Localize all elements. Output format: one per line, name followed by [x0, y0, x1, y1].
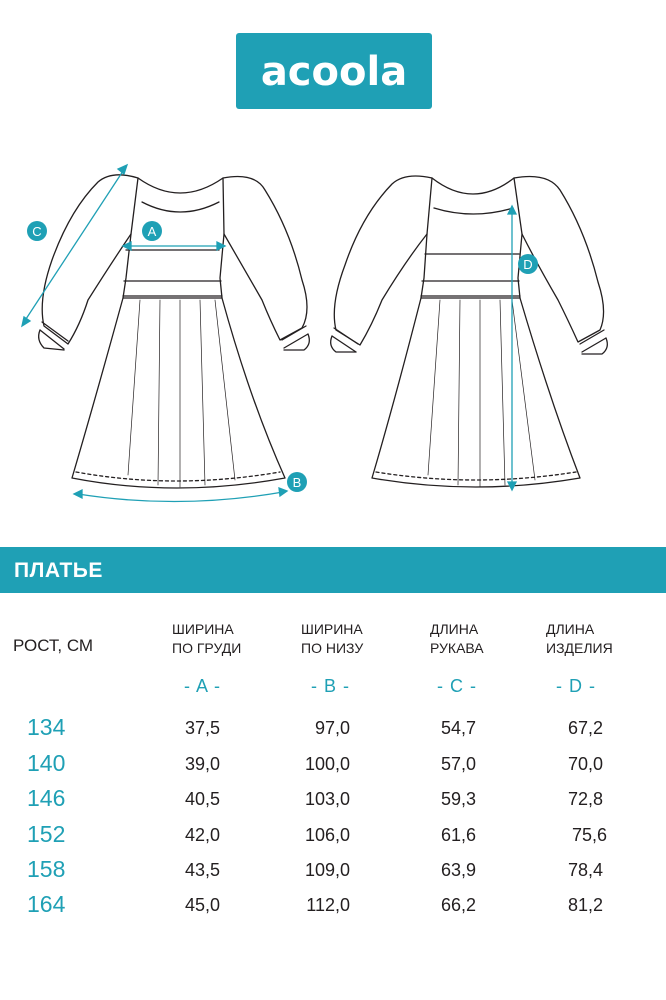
cell-hem: 97,0: [314, 718, 350, 738]
row-header-height: РОСТ, СМ: [13, 636, 94, 655]
cell-hem: 106,0: [304, 825, 350, 845]
cell-hem: 112,0: [306, 895, 350, 915]
column-letter-b: - B -: [311, 676, 350, 696]
cell-length: 78,4: [567, 860, 603, 880]
cell-hem: 109,0: [304, 860, 350, 880]
dress-technical-drawing: [0, 150, 666, 510]
cell-sleeve: 63,9: [440, 860, 476, 880]
cell-chest: 42,0: [184, 825, 220, 845]
cell-chest: 43,5: [184, 860, 220, 880]
column-header-hem: ШИРИНА ПО НИЗУ: [301, 621, 364, 656]
section-header-band: [0, 547, 666, 593]
cell-hem: 100,0: [304, 754, 350, 774]
column-header-length: ДЛИНА ИЗДЕЛИЯ: [546, 621, 613, 656]
section-title: ПЛАТЬЕ: [14, 559, 103, 582]
cell-chest: 40,5: [184, 789, 220, 809]
cell-chest: 45,0: [184, 895, 220, 915]
cell-sleeve: 54,7: [440, 718, 476, 738]
cell-chest: 39,0: [184, 754, 220, 774]
column-letter-c: - C -: [437, 676, 477, 696]
column-header-chest: ШИРИНА ПО ГРУДИ: [172, 621, 242, 656]
cell-length: 72,8: [567, 789, 603, 809]
cell-sleeve: 57,0: [440, 754, 476, 774]
cell-sleeve: 61,6: [440, 825, 476, 845]
marker-c: C: [32, 224, 42, 239]
dress-front-view: [39, 175, 310, 488]
cell-length: 67,2: [567, 718, 603, 738]
dress-back-view: [331, 176, 608, 487]
row-height-value: 140: [27, 750, 66, 776]
cell-hem: 103,0: [304, 789, 350, 809]
cell-sleeve: 66,2: [440, 895, 476, 915]
marker-d: D: [523, 257, 533, 272]
cell-chest: 37,5: [184, 718, 220, 738]
row-height-value: 158: [27, 856, 66, 882]
marker-b: B: [292, 475, 302, 490]
column-header-sleeve: ДЛИНА РУКАВА: [430, 621, 484, 656]
svg-text:acoola: acoola: [260, 49, 408, 95]
row-height-value: 134: [27, 714, 66, 740]
column-letter-a: - A -: [184, 676, 222, 696]
arrow-sleeve-length: [24, 168, 125, 322]
cell-length: 75,6: [571, 825, 607, 845]
measurement-markers: [27, 221, 538, 492]
arrow-hem-width: [78, 492, 283, 502]
row-height-value: 152: [27, 821, 66, 847]
logo-wordmark: [236, 33, 432, 109]
cell-length: 70,0: [567, 754, 603, 774]
row-height-value: 164: [27, 891, 66, 917]
column-letter-d: - D -: [556, 676, 596, 696]
row-height-value: 146: [27, 785, 66, 811]
cell-length: 81,2: [567, 895, 603, 915]
brand-logo: [236, 33, 432, 109]
marker-a: A: [147, 224, 157, 239]
cell-sleeve: 59,3: [440, 789, 476, 809]
